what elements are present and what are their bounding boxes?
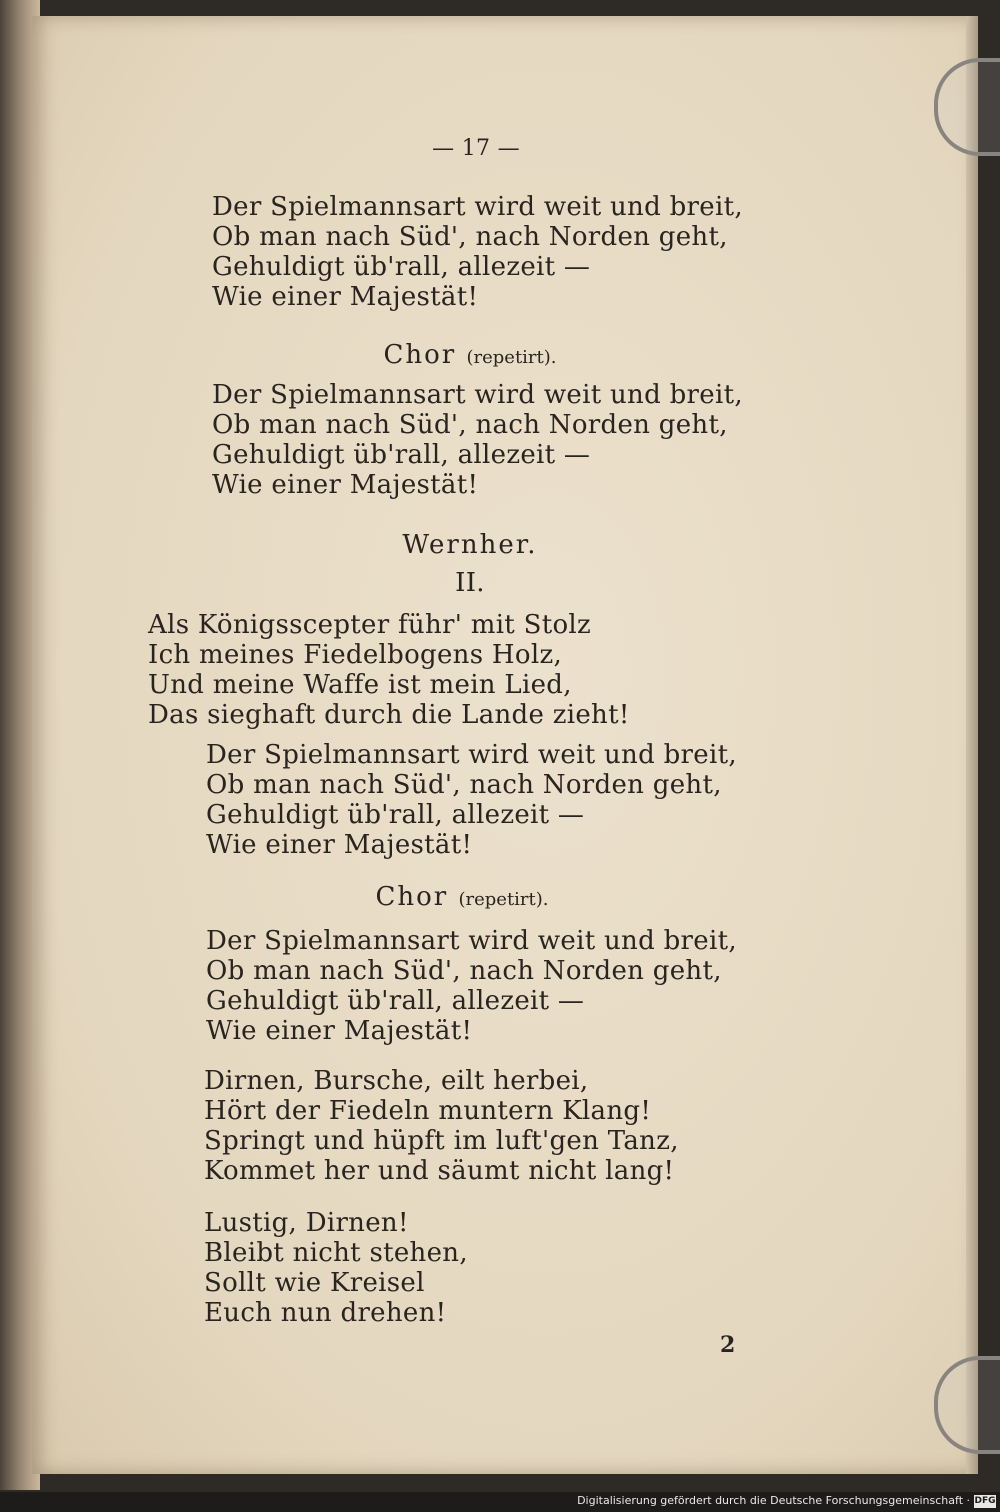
verse-line: Als Königsscepter führ' mit Stolz (148, 610, 592, 640)
verse-line: Wie einer Majestät! (206, 830, 473, 860)
page-number: — 17 — (432, 136, 520, 161)
verse-line: Wie einer Majestät! (212, 470, 479, 500)
verse-line: Der Spielmannsart wird weit und breit, (206, 740, 737, 770)
verse-line: Gehuldigt üb'rall, allezeit — (212, 252, 591, 282)
verse-line: Euch nun drehen! (204, 1298, 447, 1328)
chorus-heading (212, 882, 712, 915)
printer-signature: 2 (720, 1332, 736, 1358)
chorus-title: Chor (383, 340, 457, 370)
verse-line: Der Spielmannsart wird weit und breit, (212, 192, 743, 222)
chorus-heading (220, 340, 720, 373)
verse-line: Dirnen, Bursche, eilt herbei, (204, 1066, 589, 1096)
verse-line: Ob man nach Süd', nach Norden geht, (212, 222, 728, 252)
dfg-logo: DFG (974, 1496, 996, 1506)
verse-line: Ob man nach Süd', nach Norden geht, (212, 410, 728, 440)
speaker-name: Wernher. (402, 530, 538, 560)
verse-line: Bleibt nicht stehen, (204, 1238, 468, 1268)
verse-line: Und meine Waffe ist mein Lied, (148, 670, 572, 700)
verse-line: Ich meines Fiedelbogens Holz, (148, 640, 563, 670)
chorus-title: Chor (375, 882, 449, 912)
verse-line: Ob man nach Süd', nach Norden geht, (206, 956, 722, 986)
chorus-note: (repetirt). (458, 889, 549, 910)
footer-bar (0, 1492, 1000, 1512)
chorus-note: (repetirt). (466, 347, 557, 368)
footer-credit: Digitalisierung gefördert durch die Deutsche Forschungsgemeinschaft · (577, 1494, 970, 1507)
verse-line: Lustig, Dirnen! (204, 1208, 409, 1238)
verse-line: Der Spielmannsart wird weit und breit, (212, 380, 743, 410)
verse-line: Kommet her und säumt nicht lang! (204, 1156, 675, 1186)
verse-line: Gehuldigt üb'rall, allezeit — (206, 800, 585, 830)
verse-line: Hört der Fiedeln muntern Klang! (204, 1096, 652, 1126)
verse-line: Gehuldigt üb'rall, allezeit — (212, 440, 591, 470)
verse-line: Wie einer Majestät! (212, 282, 479, 312)
verse-line: Sollt wie Kreisel (204, 1268, 425, 1298)
page-edge (966, 16, 978, 1474)
verse-line: Das sieghaft durch die Lande zieht! (148, 700, 630, 730)
verse-line: Der Spielmannsart wird weit und breit, (206, 926, 737, 956)
verse-line: Ob man nach Süd', nach Norden geht, (206, 770, 722, 800)
verse-line: Wie einer Majestät! (206, 1016, 473, 1046)
section-number: II. (455, 568, 485, 598)
verse-line: Springt und hüpft im luft'gen Tanz, (204, 1126, 679, 1156)
verse-line: Gehuldigt üb'rall, allezeit — (206, 986, 585, 1016)
